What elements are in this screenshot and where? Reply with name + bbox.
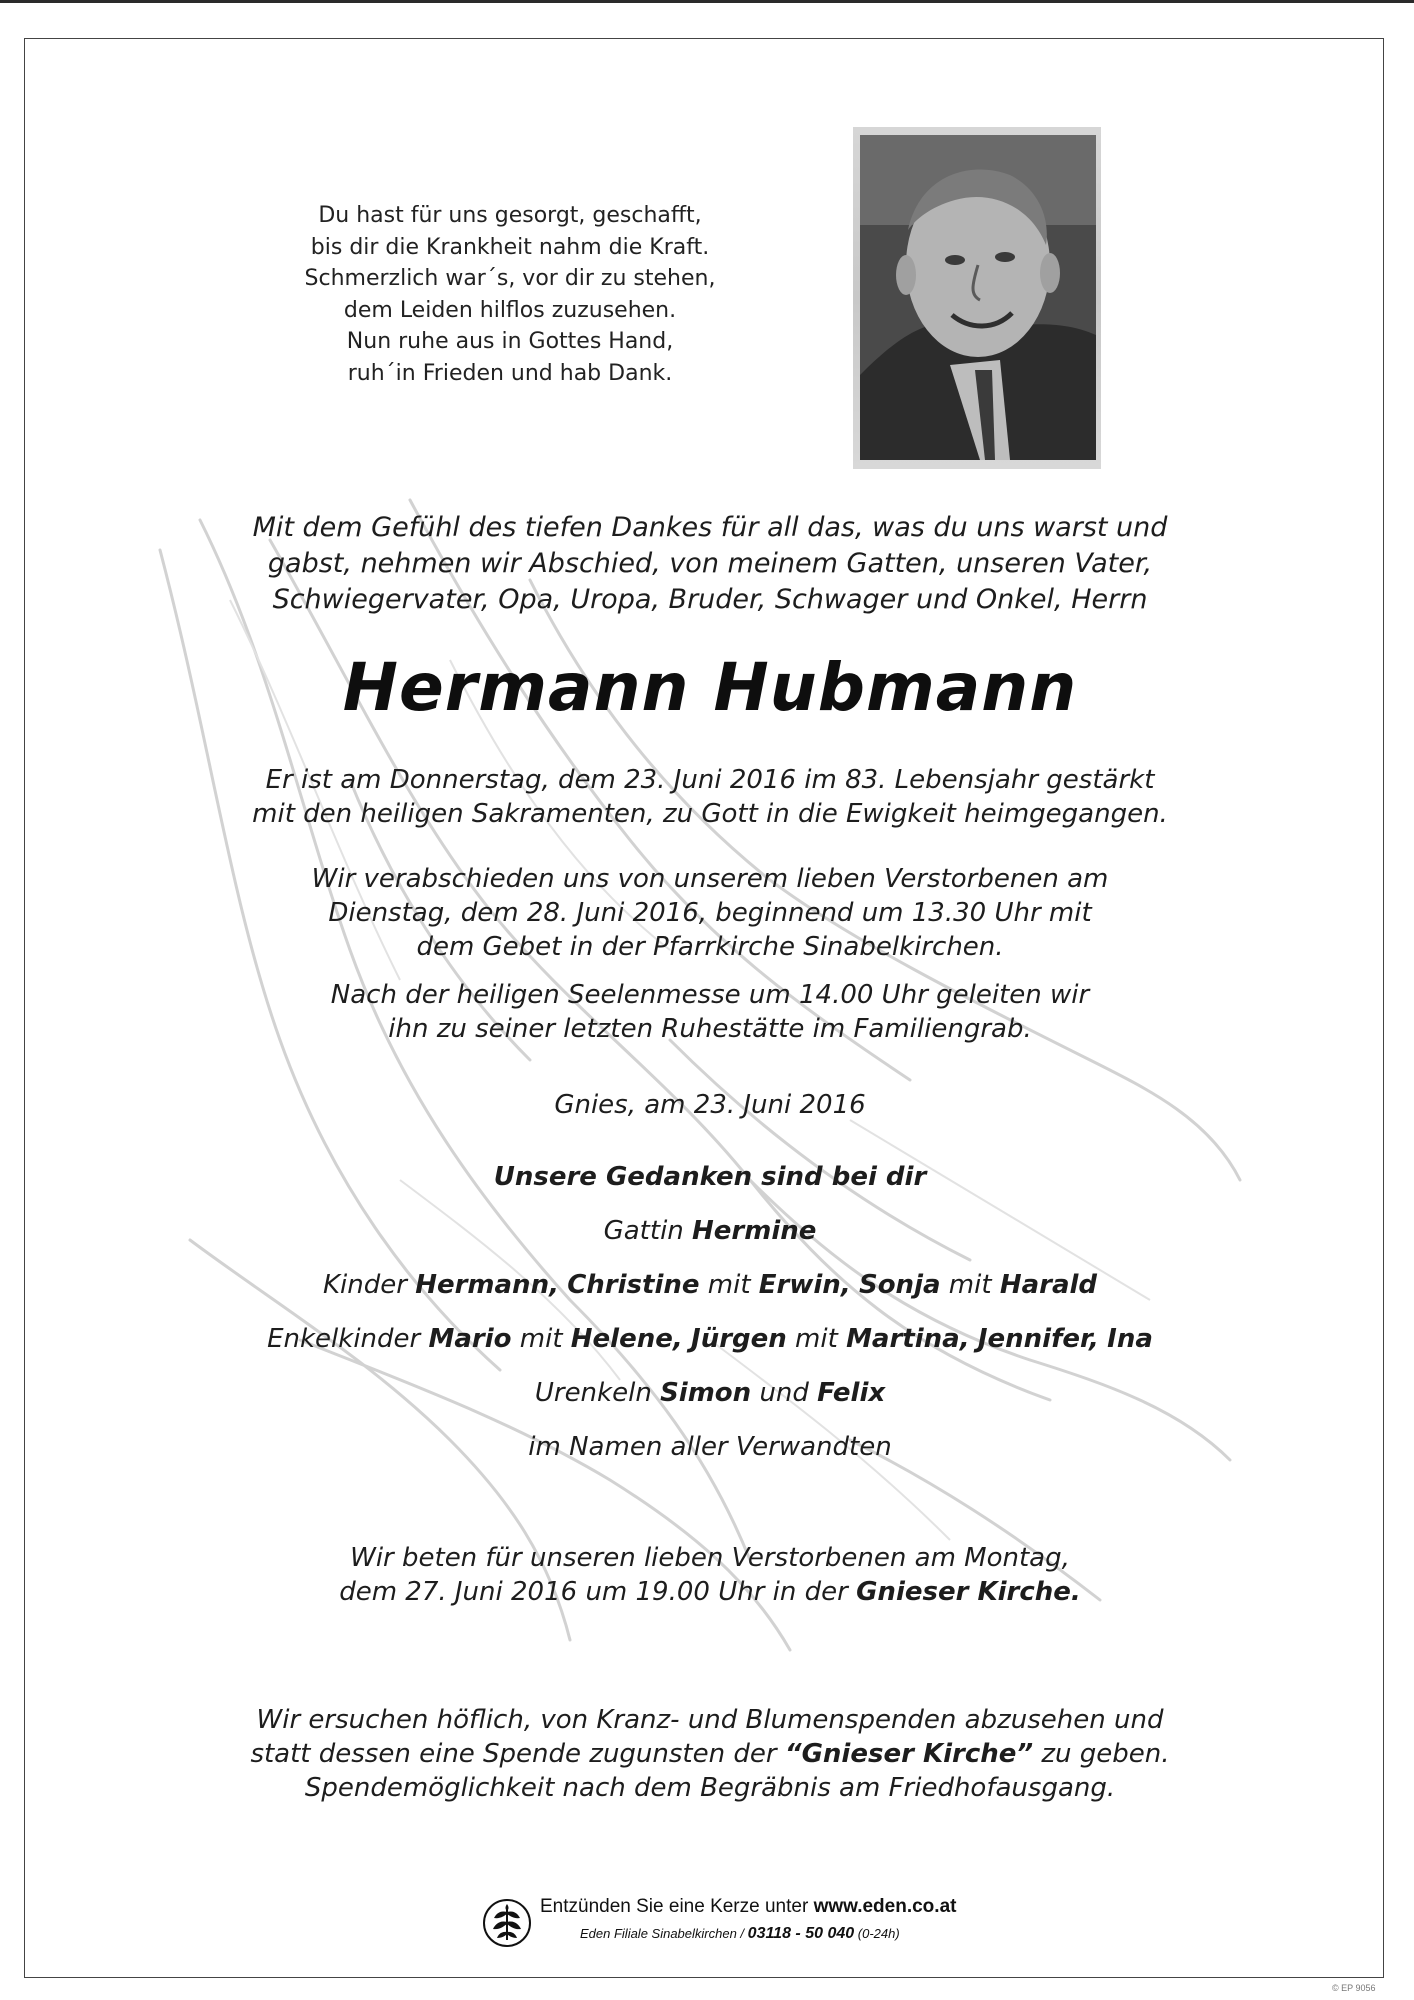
poem-line: bis dir die Krankheit nahm die Kraft.: [310, 234, 710, 260]
family-row-grandchildren: [180, 1322, 1240, 1376]
place-date: Gnies, am 23. Juni 2016: [554, 1090, 866, 1120]
footer-website-link[interactable]: www.eden.co.at: [813, 1896, 957, 1917]
family-label: Urenkeln: [534, 1378, 652, 1408]
deceased-name: Hermann Hubmann: [342, 649, 1078, 726]
prayer-notice: [180, 1541, 1240, 1609]
intro-line: Mit dem Gefühl des tiefen Dankes für all das, was du uns warst und: [252, 512, 1168, 543]
family-label: Gattin: [603, 1216, 684, 1246]
mass-line: ihn zu seiner letzten Ruhestätte im Familiengrab.: [388, 1014, 1032, 1044]
poem-line: ruh´in Frieden und hab Dank.: [347, 360, 673, 386]
prayer-line: [180, 1575, 1240, 1609]
footer-hours: (0-24h): [857, 1926, 900, 1941]
donation-line: [180, 1737, 1240, 1771]
portrait-photo: [860, 135, 1096, 460]
donation-church: “Gnieser Kirche”: [784, 1739, 1034, 1769]
family-connector: mit: [948, 1270, 992, 1300]
footer-candle-line: [540, 1896, 956, 1918]
poem-line: Schmerzlich war´s, vor dir zu stehen,: [304, 266, 716, 291]
death-notice: [180, 763, 1240, 831]
poem-line: dem Leiden hilflos zuzusehen.: [343, 297, 677, 323]
donation-notice: [180, 1703, 1240, 1805]
farewell-line: dem Gebet in der Pfarrkirche Sinabelkirchen.: [416, 932, 1004, 962]
family-name: Erwin,: [758, 1270, 851, 1300]
death-notice-line: mit den heiligen Sakramenten, zu Gott in die Ewigkeit heimgegangen.: [252, 799, 1168, 829]
family-name: Simon: [660, 1378, 752, 1408]
family-row-relatives: im Namen aller Verwandten: [528, 1432, 892, 1462]
family-name: Hermann,: [415, 1270, 559, 1300]
prayer-church: Gnieser Kirche.: [856, 1577, 1081, 1607]
poem-line: Nun ruhe aus in Gottes Hand,: [346, 329, 674, 354]
farewell-line: Dienstag, dem 28. Juni 2016, beginnend um 13.30 Uhr mit: [328, 898, 1092, 928]
footer: [482, 1896, 982, 1952]
family-list: [180, 1160, 1240, 1484]
top-rule: [0, 0, 1414, 3]
footer-contact-line: [580, 1925, 900, 1943]
family-name: Helene,: [570, 1324, 683, 1354]
family-connector: mit: [519, 1324, 563, 1354]
family-label: Enkelkinder: [267, 1324, 421, 1354]
family-name: Jürgen: [691, 1324, 787, 1354]
footer-candle-text: Entzünden Sie eine Kerze unter: [540, 1896, 809, 1917]
farewell-notice: [180, 862, 1240, 964]
poem: [275, 200, 745, 389]
intro-line: Schwiegervater, Opa, Uropa, Bruder, Schwager und Onkel, Herrn: [272, 584, 1148, 615]
family-name: Hermine: [692, 1216, 817, 1246]
mass-line: Nach der heiligen Seelenmesse um 14.00 Uhr geleiten wir: [330, 980, 1090, 1010]
family-name: Jennifer,: [977, 1324, 1099, 1354]
prayer-text: dem 27. Juni 2016 um 19.00 Uhr in der: [339, 1577, 848, 1607]
donation-text: statt dessen eine Spende zugunsten der: [250, 1739, 777, 1769]
family-heading: Unsere Gedanken sind bei dir: [493, 1162, 927, 1192]
document-code: © EP 9056: [1332, 1983, 1376, 1993]
family-connector: und: [759, 1378, 809, 1408]
family-name: Harald: [999, 1270, 1098, 1300]
family-connector: mit: [707, 1270, 751, 1300]
family-name: Martina,: [846, 1324, 970, 1354]
family-row-spouse: [180, 1214, 1240, 1268]
donation-line: Spendemöglichkeit nach dem Begräbnis am Friedhofausgang.: [304, 1773, 1116, 1803]
family-name: Christine: [567, 1270, 700, 1300]
family-row-children: [180, 1268, 1240, 1322]
footer-branch: Eden Filiale Sinabelkirchen /: [580, 1926, 745, 1941]
intro-line: gabst, nehmen wir Abschied, von meinem Gatten, unseren Vater,: [267, 548, 1153, 579]
farewell-line: Wir verabschieden uns von unserem lieben Verstorbenen am: [311, 864, 1109, 894]
family-label: Kinder: [322, 1270, 407, 1300]
donation-text: zu geben.: [1041, 1739, 1170, 1769]
footer-phone: 03118 - 50 040: [747, 1925, 855, 1942]
family-name: Mario: [428, 1324, 512, 1354]
poem-line: Du hast für uns gesorgt, geschafft,: [318, 203, 702, 228]
death-notice-line: Er ist am Donnerstag, dem 23. Juni 2016 im 83. Lebensjahr gestärkt: [265, 765, 1155, 795]
leaf-branch-icon: [482, 1898, 532, 1948]
family-name: Ina: [1107, 1324, 1153, 1354]
intro-text: [180, 510, 1240, 618]
family-connector: mit: [795, 1324, 838, 1354]
prayer-line: Wir beten für unseren lieben Verstorbenen am Montag,: [350, 1543, 1070, 1573]
family-row-great-grandchildren: [180, 1376, 1240, 1430]
mass-notice: [180, 978, 1240, 1046]
donation-line: Wir ersuchen höflich, von Kranz- und Blumenspenden abzusehen und: [256, 1705, 1164, 1735]
family-name: Sonja: [858, 1270, 941, 1300]
family-name: Felix: [817, 1378, 886, 1408]
